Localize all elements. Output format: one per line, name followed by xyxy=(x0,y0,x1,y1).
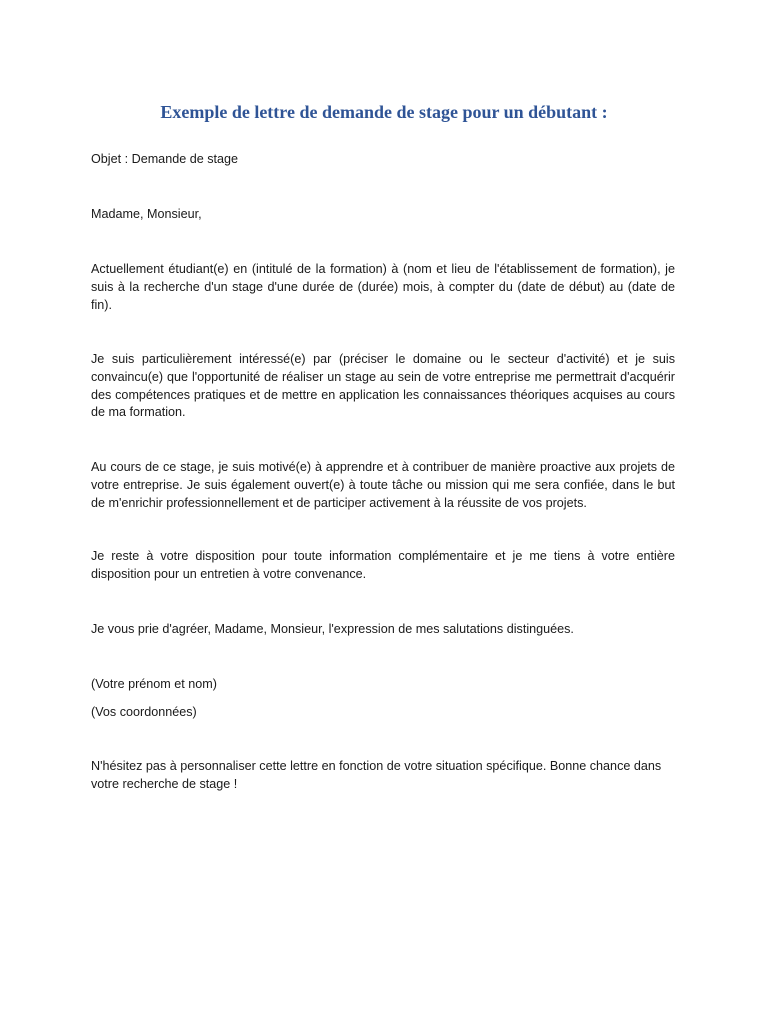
signature-contact: (Vos coordonnées) xyxy=(91,705,197,719)
closing-note: N'hésitez pas à personnaliser cette lettre en fonction de votre situation spécifique. Bonne chance dans votre recherche de stage ! xyxy=(91,759,662,791)
letter-paragraph-1: Actuellement étudiant(e) en (intitulé de la formation) à (nom et lieu de l'établissement de formation), je suis à la recherche d'un stage d'une durée de (durée) mois, à compter du (date de début) au (date de fin). xyxy=(91,262,675,312)
document-title: Exemple de lettre de demande de stage pour un débutant : xyxy=(160,102,608,122)
letter-paragraph-2: Je suis particulièrement intéressé(e) par (préciser le domaine ou le secteur d'activité) et je suis convaincu(e) que l'opportunité de réaliser un stage au sein de votre entreprise me permettrait d'acquérir des compétences pratiques et de mettre en application les connaissances théoriques acquises au cours de ma formation. xyxy=(91,352,675,420)
letter-paragraph-3: Au cours de ce stage, je suis motivé(e) à apprendre et à contribuer de manière proactive aux projets de votre entreprise. Je suis également ouvert(e) à toute tâche ou mission qui me sera confiée, dans le but de m'enrichir professionnellement et de participer activement à la réussite de vos projets. xyxy=(91,460,675,510)
signature-name: (Votre prénom et nom) xyxy=(91,677,217,691)
letter-paragraph-4: Je reste à votre disposition pour toute information complémentaire et je me tiens à votre entière disposition pour un entretien à votre convenance. xyxy=(91,549,675,581)
letter-closing: Je vous prie d'agréer, Madame, Monsieur, l'expression de mes salutations distinguées. xyxy=(91,622,574,636)
letter-object: Objet : Demande de stage xyxy=(91,152,239,166)
letter-salutation: Madame, Monsieur, xyxy=(91,207,202,221)
